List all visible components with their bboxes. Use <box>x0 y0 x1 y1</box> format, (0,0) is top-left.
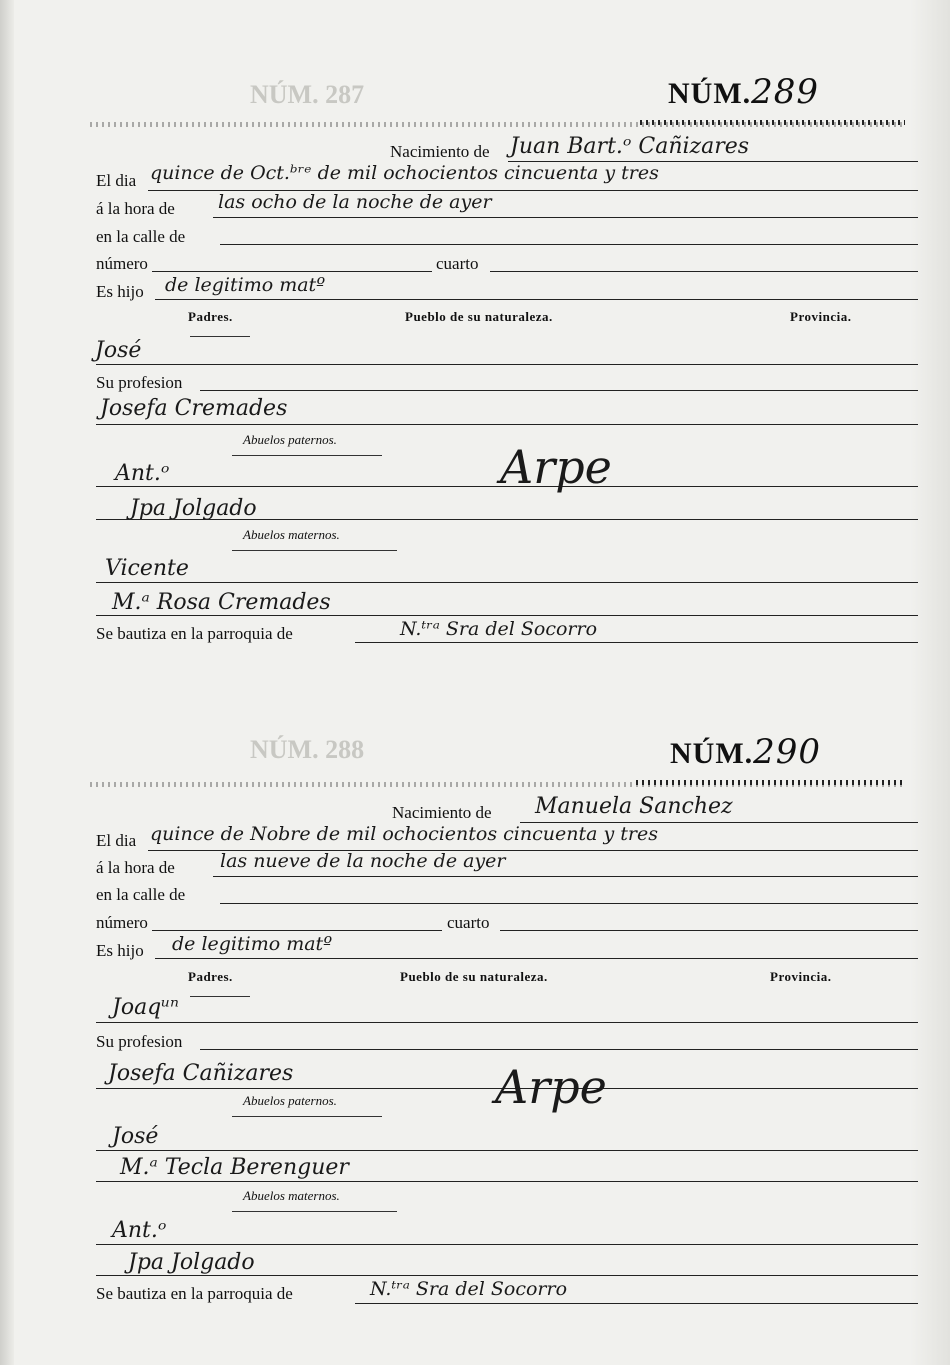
padres-underline <box>190 336 250 337</box>
hijo-value: de legitimo matº <box>172 933 333 955</box>
padres-underline <box>190 996 250 997</box>
priest-signature: Arpe <box>500 440 612 494</box>
calle-line <box>220 903 918 904</box>
record-number <box>668 72 819 112</box>
record-divider <box>640 120 905 125</box>
hora-value: las nueve de la noche de ayer <box>220 850 506 872</box>
numero-label: número <box>96 254 148 273</box>
dia-value: quince de Nobre de mil ochocientos cincuenta y tres <box>150 823 658 845</box>
abuelos-paternos-underline <box>232 455 382 456</box>
nacimiento-value: Juan Bart.ᵒ Cañizares <box>510 134 750 159</box>
calle-line <box>220 244 918 245</box>
padre-line <box>96 1022 918 1023</box>
abuelos-maternos-underline <box>232 550 397 551</box>
nacimiento-label: Nacimiento de <box>390 142 490 161</box>
cuarto-label: cuarto <box>447 913 490 932</box>
dia-value: quince de Oct.ᵇʳᵉ de mil ochocientos cincuenta y tres <box>150 162 659 184</box>
profesion-label: Su profesion <box>96 1032 183 1051</box>
abuelo-materno-line <box>96 582 918 583</box>
parroquia-value: N.ᵗʳᵃ Sra del Socorro <box>400 618 598 640</box>
abuelo-materno-value: Ant.ᵒ <box>112 1218 167 1243</box>
profesion-label: Su profesion <box>96 373 183 392</box>
record-number-value: 289 <box>751 72 820 112</box>
priest-signature: Arpe <box>495 1060 607 1114</box>
abuela-paterna-line <box>96 1181 918 1182</box>
madre-value: Josefa Cremades <box>100 396 288 421</box>
profesion-line <box>200 390 918 391</box>
cuarto-line <box>490 271 918 272</box>
abuela-paterna-value: Jpa Jolgado <box>130 496 257 521</box>
cuarto-label: cuarto <box>436 254 479 273</box>
record-divider <box>636 780 906 785</box>
record-number-label: NÚM. <box>668 77 752 110</box>
numero-line <box>152 930 442 931</box>
abuelo-materno-line <box>96 1244 918 1245</box>
show-through-number: NÚM. 288 <box>250 735 365 764</box>
parroquia-label: Se bautiza en la parroquia de <box>96 1284 293 1303</box>
profesion-line <box>200 1049 918 1050</box>
hora-line <box>213 876 918 877</box>
padre-value: José <box>95 338 142 363</box>
hijo-line <box>155 958 918 959</box>
parroquia-label: Se bautiza en la parroquia de <box>96 624 293 643</box>
record-number-label: NÚM. <box>670 737 754 770</box>
calle-label: en la calle de <box>96 227 186 246</box>
hora-value: las ocho de la noche de ayer <box>218 191 492 213</box>
abuela-paterna-value: M.ᵃ Tecla Berenguer <box>120 1155 349 1180</box>
abuelo-materno-value: Vicente <box>105 556 189 581</box>
hijo-line <box>155 299 918 300</box>
abuelos-paternos-underline <box>232 1116 382 1117</box>
parroquia-value: N.ᵗʳᵃ Sra del Socorro <box>370 1278 568 1300</box>
abuela-materna-value: M.ᵃ Rosa Cremades <box>112 590 331 615</box>
pueblo-header: Pueblo de su naturaleza. <box>400 969 548 984</box>
hora-label: á la hora de <box>96 858 175 877</box>
nacimiento-label: Nacimiento de <box>392 803 492 822</box>
abuelos-maternos-underline <box>232 1211 397 1212</box>
parroquia-line <box>355 1303 918 1304</box>
dia-label: El dia <box>96 831 137 850</box>
show-through-number: NÚM. 287 <box>250 80 365 109</box>
page-edge <box>910 0 950 1365</box>
binding-shadow <box>0 0 14 1365</box>
madre-line <box>96 424 918 425</box>
hijo-label: Es hijo <box>96 941 144 960</box>
dia-label: El dia <box>96 171 137 190</box>
abuelo-paterno-value: Ant.ᵒ <box>115 461 170 486</box>
abuelos-maternos-header: Abuelos maternos. <box>243 527 340 542</box>
abuelos-maternos-header: Abuelos maternos. <box>243 1188 340 1203</box>
hijo-value: de legitimo matº <box>165 274 326 296</box>
cuarto-line <box>500 930 918 931</box>
padre-value: Joaqᵘⁿ <box>112 995 179 1020</box>
abuelo-paterno-line <box>96 1150 918 1151</box>
padres-header: Padres. <box>188 969 233 984</box>
abuelos-paternos-header: Abuelos paternos. <box>243 432 337 447</box>
abuela-materna-line <box>96 615 918 616</box>
abuelo-paterno-value: José <box>112 1124 159 1149</box>
provincia-header: Provincia. <box>770 969 832 984</box>
provincia-header: Provincia. <box>790 309 852 324</box>
abuela-paterna-line <box>96 519 918 520</box>
parroquia-line <box>355 642 918 643</box>
padres-header: Padres. <box>188 309 233 324</box>
record-number-value: 290 <box>753 732 822 772</box>
padre-line <box>96 364 918 365</box>
abuela-materna-value: Jpa Jolgado <box>128 1250 255 1275</box>
hora-label: á la hora de <box>96 199 175 218</box>
nacimiento-value: Manuela Sanchez <box>535 794 733 819</box>
hora-line <box>213 217 918 218</box>
abuelos-paternos-header: Abuelos paternos. <box>243 1093 337 1108</box>
calle-label: en la calle de <box>96 885 186 904</box>
record-number <box>670 732 821 772</box>
pueblo-header: Pueblo de su naturaleza. <box>405 309 553 324</box>
numero-label: número <box>96 913 148 932</box>
hijo-label: Es hijo <box>96 282 144 301</box>
numero-line <box>152 271 432 272</box>
madre-value: Josefa Cañizares <box>108 1061 294 1086</box>
abuela-materna-line <box>96 1275 918 1276</box>
